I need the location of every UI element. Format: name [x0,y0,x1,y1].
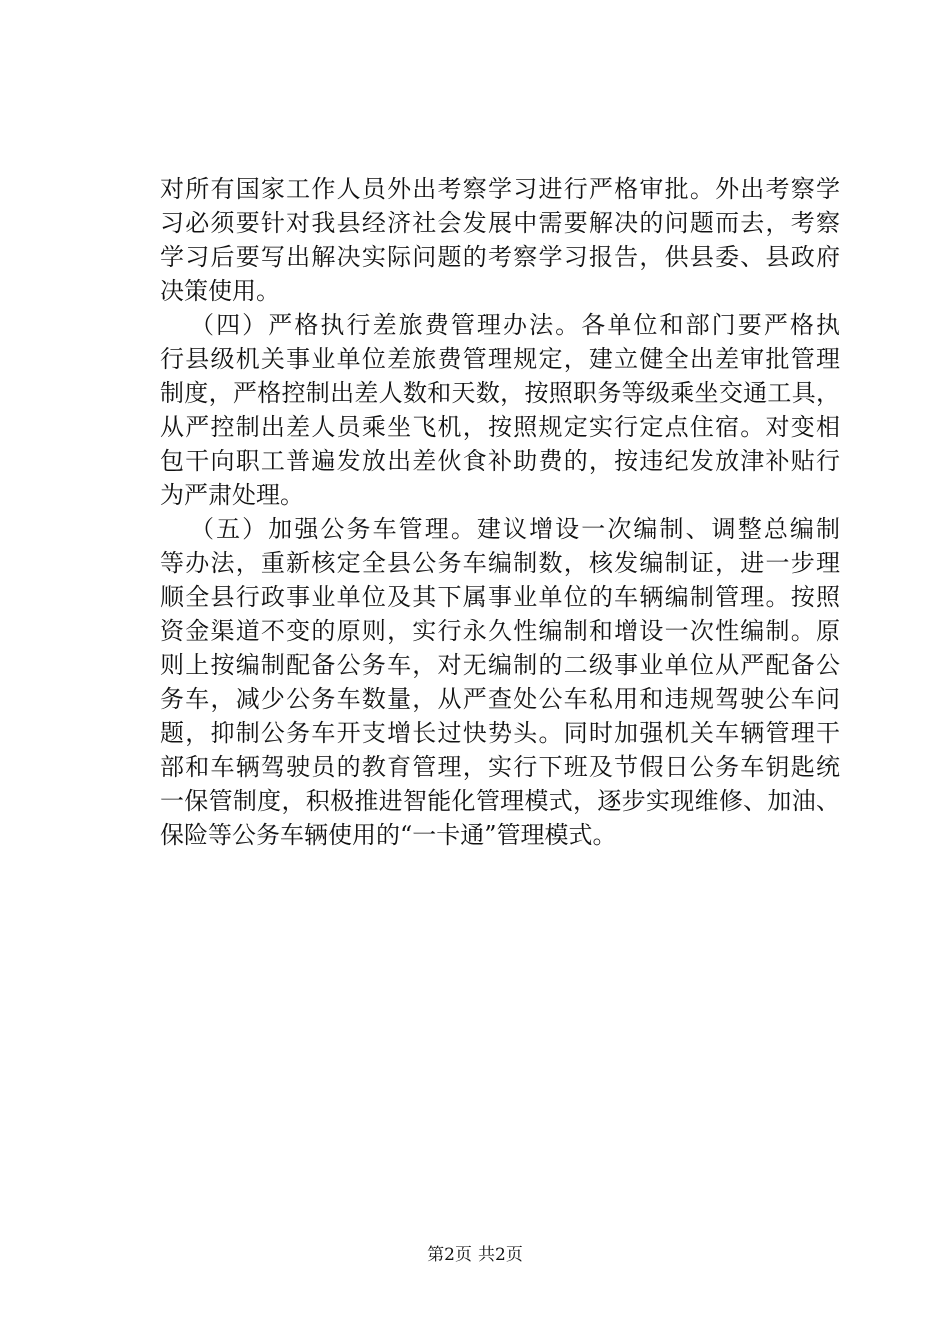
paragraph-3 [160,512,840,852]
text-line: 部和车辆驾驶员的教育管理，实行下班及节假日公务车钥匙统 [160,753,840,781]
text-line: 学习后要写出解决实际问题的考察学习报告，供县委、县政府 [160,243,840,271]
paragraph-2 [160,308,840,512]
document-body [160,172,840,852]
text-line: 等办法，重新核定全县公务车编制数，核发编制证，进一步理 [160,549,840,577]
paragraph-1 [160,172,840,308]
page-total: 共2页 [478,1245,523,1265]
text-line: 包干向职工普遍发放出差伙食补助费的，按违纪发放津补贴行 [160,447,840,475]
text-line: 为严肃处理。 [160,481,304,509]
text-line: 保险等公务车辆使用的“一卡通”管理模式。 [160,821,617,849]
text-line: 题，抑制公务车开支增长过快势头。同时加强机关车辆管理干 [160,719,840,747]
text-line: 制度，严格控制出差人数和天数，按照职务等级乘坐交通工具， [160,379,840,407]
text-line: 资金渠道不变的原则，实行永久性编制和增设一次性编制。原 [160,617,840,645]
text-line: 一保管制度，积极推进智能化管理模式，逐步实现维修、加油、 [160,787,840,815]
page-number: 第2页 [427,1245,472,1265]
text-line: 习必须要针对我县经济社会发展中需要解决的问题而去，考察 [160,209,840,237]
text-line: 顺全县行政事业单位及其下属事业单位的车辆编制管理。按照 [160,583,840,611]
text-line: 务车，减少公务车数量，从严查处公车私用和违规驾驶公车问 [160,685,840,713]
page-footer [0,1244,950,1266]
text-line: 则上按编制配备公务车，对无编制的二级事业单位从严配备公 [160,651,840,679]
text-line: （四）严格执行差旅费管理办法。各单位和部门要严格执 [190,311,840,339]
text-line: 对所有国家工作人员外出考察学习进行严格审批。外出考察学 [160,175,840,203]
text-line: 从严控制出差人员乘坐飞机，按照规定实行定点住宿。对变相 [160,413,840,441]
text-line: 行县级机关事业单位差旅费管理规定，建立健全出差审批管理 [160,345,840,373]
text-line: 决策使用。 [160,277,280,305]
text-line: （五）加强公务车管理。建议增设一次编制、调整总编制 [190,515,840,543]
